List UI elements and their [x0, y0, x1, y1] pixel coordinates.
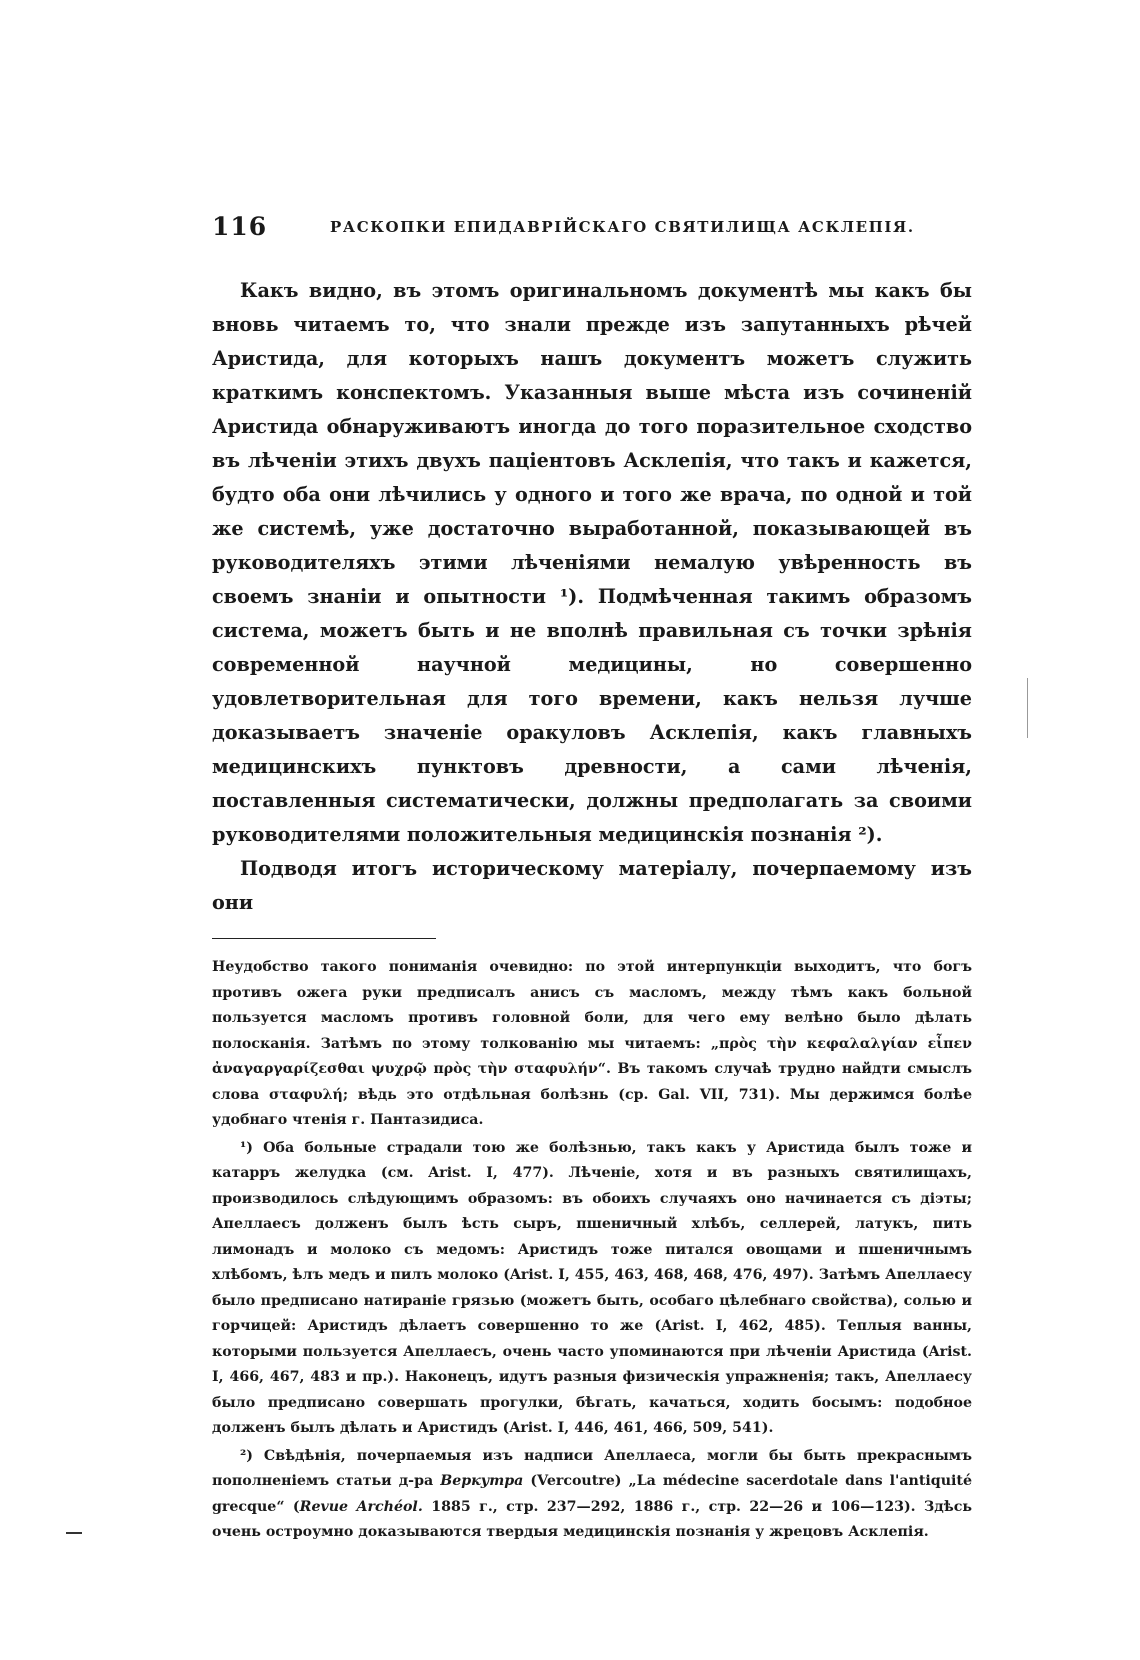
footnote-1: ¹) Оба больные страдали тою же болѣзнью, такъ какъ у Аристида былъ тоже и катарръ желудка (см. Arist. I, 477). Лѣченіе, хотя и въ разныхъ святилищахъ, производилось слѣдующимъ образомъ: въ обоихъ случаяхъ оно начинается съ діэты; Апеллаесъ долженъ былъ ѣсть сыръ, пшеничный хлѣбъ, селлерей, латукъ, пить лимонадъ и молоко съ медомъ: Аристидъ тоже питался овощами и пшеничнымъ хлѣбомъ, ѣлъ медъ и пилъ молоко (Arist. I, 455, 463, 468, 468, 476, 497). Затѣмъ Апеллаесу было предписано натираніе грязью (можетъ быть, особаго цѣлебнаго свойства), солью и горчицей: Аристидъ дѣлаетъ совершенно то же (Arist. I, 462, 485). Теплыя ванны, которыми пользуется Апеллаесъ, очень часто упоминаются при лѣченіи Аристида (Arist. I, 466, 467, 483 и пр.). Наконецъ, идутъ разныя физическія упражненія; такъ, Апеллаесу было предписано совершать прогулки, бѣгать, качаться, ходить босымъ: подобное долженъ былъ дѣлать и Аристидъ (Arist. I, 446, 461, 466, 509, 541). — [212, 1139, 972, 1436]
book-page — [212, 212, 972, 1548]
footnote-continued: Неудобство такого пониманія очевидно: по этой интерпункціи выходитъ, что богъ противъ ожега руки предписалъ анисъ съ масломъ, между тѣмъ какъ больной пользуется масломъ противъ головной боли, для чего ему велѣно было дѣлать полосканія. Затѣмъ по этому толкованію мы читаемъ: „πρὸς τὴν κεφαλαλγίαν εἶπεν ἀναγαργαρίζεσθαι ψυχρῷ πρὸς τὴν σταφυλήν“. Въ такомъ случаѣ трудно найдти смыслъ слова σταφυλή; вѣдь это отдѣльная болѣзнь (ср. Gal. VII, 731). Мы держимся болѣе удобнаго чтенія г. Пантазидиса. — [212, 959, 972, 1128]
running-head — [212, 212, 972, 246]
scan-margin-line — [1027, 678, 1028, 738]
footnote-rule — [212, 938, 436, 939]
footnote-2-author: Веркутра — [440, 1473, 524, 1489]
footnote-2 — [212, 1444, 972, 1546]
body-paragraph: Подводя итогъ историческому матеріалу, почерпаемому изъ они — [212, 857, 972, 914]
running-title: РАСКОПКИ ЕПИДАВРІЙСКАГО СВЯТИЛИЩА АСКЛЕПІЯ. — [330, 218, 915, 236]
footnote-2-mid: (Vercoutre) „La médecine sacerdotale dans l'antiquité grecque“ ( — [212, 1473, 972, 1515]
footnotes — [212, 955, 972, 1546]
footnote-2-lead: ²) Свѣдѣнія, почерпаемыя изъ надписи Апеллаеса, могли бы быть прекраснымъ пополненіемъ статьи д-ра — [212, 1447, 972, 1489]
page-number: 116 — [212, 212, 268, 241]
scan-margin-dash — [66, 1532, 82, 1534]
body-paragraph: Какъ видно, въ этомъ оригинальномъ документѣ мы какъ бы вновь читаемъ то, что знали прежде изъ запутанныхъ рѣчей Аристида, для которыхъ нашъ документъ можетъ служить краткимъ конспектомъ. Указанныя выше мѣста изъ сочиненій Аристида обнаруживаютъ иногда до того поразительное сходство въ лѣченіи этихъ двухъ паціентовъ Асклепія, что такъ и кажется, будто оба они лѣчились у одного и того же врача, по одной и той же системѣ, уже достаточно выработанной, показывающей въ руководителяхъ этими лѣченіями немалую увѣренность въ своемъ знаніи и опытности ¹). Подмѣченная такимъ образомъ система, можетъ быть и не вполнѣ правильная съ точки зрѣнія современной научной медицины, но совершенно удовлетворительная для того времени, какъ нельзя лучше доказываетъ значеніе оракуловъ Асклепія, какъ главныхъ медицинскихъ пунктовъ древности, а сами лѣченія, поставленныя систематически, должны предполагать за своими руководителями положительныя медицинскія познанія ²). — [212, 279, 972, 846]
footnote-2-tail: 1885 г., стр. 237—292, 1886 г., стр. 22—26 и 106—123). Здѣсь очень остроумно доказываются твердыя медицинскія познанія у жрецовъ Асклепія. — [212, 1498, 972, 1540]
body-text — [212, 274, 972, 920]
footnote-2-journal: Revue Archéol. — [299, 1498, 423, 1515]
